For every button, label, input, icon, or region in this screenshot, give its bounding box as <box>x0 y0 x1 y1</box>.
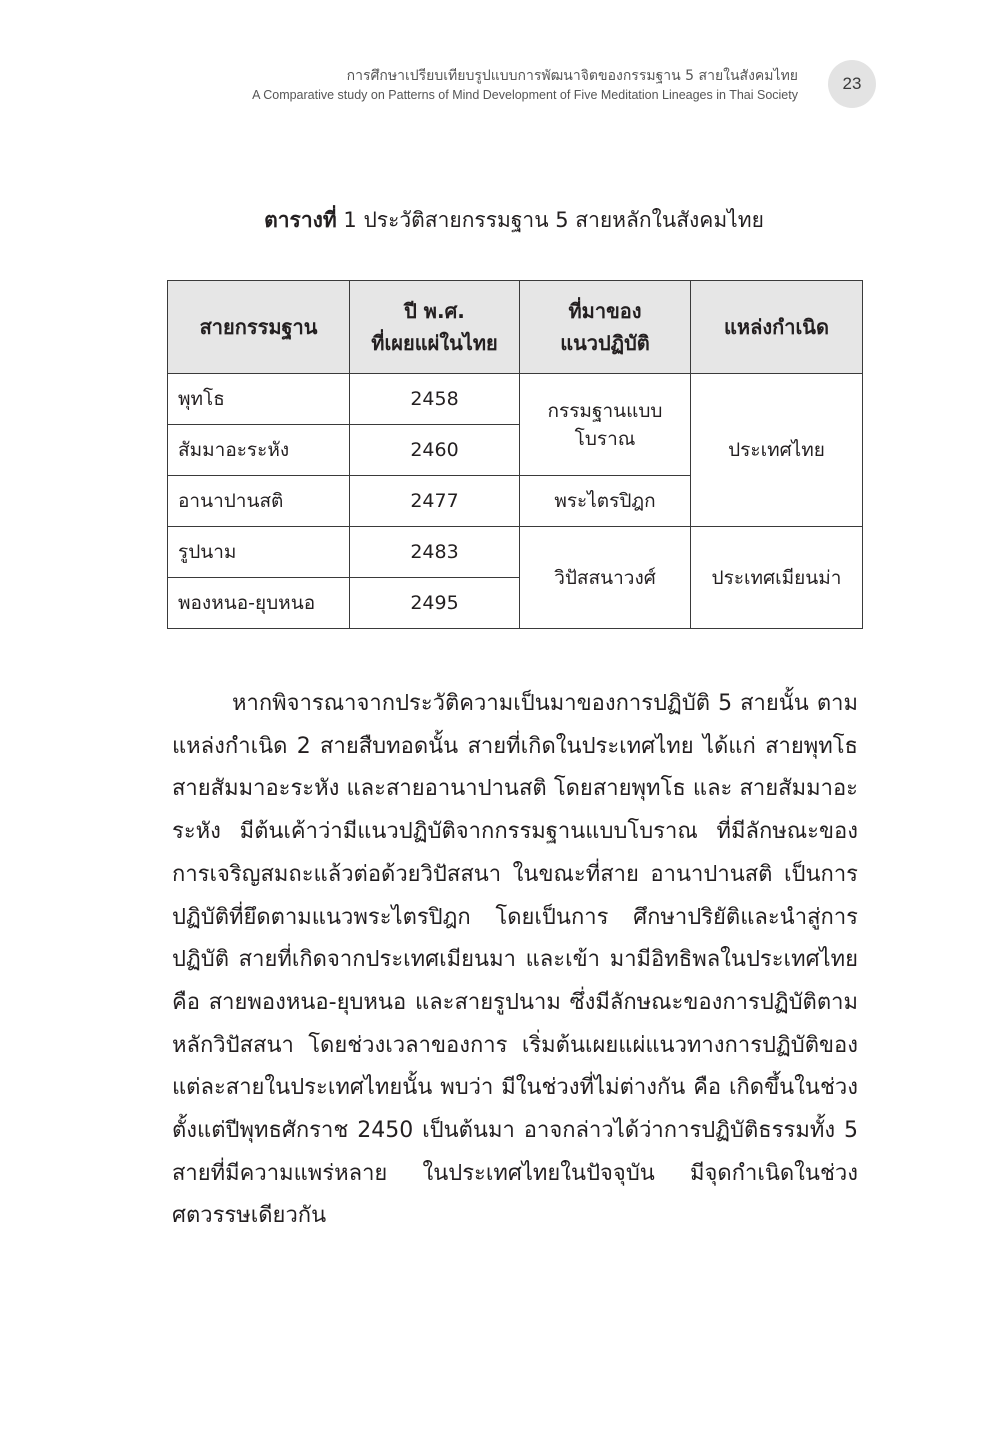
body-paragraph: หากพิจารณาจากประวัติความเป็นมาของการปฏิบัติ 5 สายนั้น ตามแหล่งกำเนิด 2 สายสืบทอดนั้น สายที่เกิดในประเทศไทย ได้แก่ สายพุทโธ สายสัมมาอะระหัง และสายอานาปานสติ โดยสายพุทโธ และ สายสัมมาอะระหัง มีต้นเค้าว่ามีแนวปฏิบัติจากกรรมฐานแบบโบราณ ที่มีลักษณะของการเจริญสมถะแล้วต่อด้วยวิปัสสนา ในขณะที่สาย อานาปานสติ เป็นการปฏิบัติที่ยึดตามแนวพระไตรปิฎก โดยเป็นการ ศึกษาปริยัติและนำสู่การปฏิบัติ สายที่เกิดจากประเทศเมียนมา และเข้า มามีอิทธิพลในประเทศไทย คือ สายพองหนอ-ยุบหนอ และสายรูปนาม ซึ่งมีลักษณะของการปฏิบัติตามหลักวิปัสสนา โดยช่วงเวลาของการ เริ่มต้นเผยแผ่แนวทางการปฏิบัติของแต่ละสายในประเทศไทยนั้น พบว่า มีในช่วงที่ไม่ต่างกัน คือ เกิดขึ้นในช่วงตั้งแต่ปีพุทธศักราช 2450 เป็นต้นมา อาจกล่าวได้ว่าการปฏิบัติธรรมทั้ง 5 สายที่มีความแพร่หลาย ในประเทศไทยในปัจจุบัน มีจุดกำเนิดในช่วงศตวรรษเดียวกัน <box>172 691 858 1229</box>
origin-cell-thailand: ประเทศไทย <box>691 374 863 527</box>
table-header-row <box>168 281 863 374</box>
column-header-lineage: สายกรรมฐาน <box>168 281 350 374</box>
lineage-cell: สัมมาอะระหัง <box>168 425 350 476</box>
year-cell: 2483 <box>350 527 520 578</box>
source-ancient-line1: กรรมฐานแบบ <box>547 399 663 422</box>
table-row <box>168 374 863 425</box>
column-header-source-line2: แนวปฏิบัติ <box>560 331 650 355</box>
source-cell-tipitaka: พระไตรปิฎก <box>520 476 691 527</box>
source-cell-ancient <box>520 374 691 476</box>
lineage-cell: อานาปานสติ <box>168 476 350 527</box>
column-header-source <box>520 281 691 374</box>
year-cell: 2477 <box>350 476 520 527</box>
column-header-year <box>350 281 520 374</box>
column-header-origin: แหล่งกำเนิด <box>691 281 863 374</box>
column-header-year-line2: ที่เผยแผ่ในไทย <box>371 331 498 355</box>
running-header-english-title: A Comparative study on Patterns of Mind Development of Five Meditation Lineages in Thai Society <box>252 88 798 102</box>
table-caption-text: ประวัติสายกรรมฐาน 5 สายหลักในสังคมไทย <box>363 208 764 232</box>
table-caption-number: 1 <box>343 208 357 232</box>
lineage-cell: พุทโธ <box>168 374 350 425</box>
column-header-year-line1: ปี พ.ศ. <box>404 299 465 323</box>
page-number-badge: 23 <box>828 60 876 108</box>
column-header-source-line1: ที่มาของ <box>568 299 642 323</box>
table-caption <box>0 204 1000 236</box>
table-row <box>168 527 863 578</box>
source-cell-vipassana: วิปัสสนาวงศ์ <box>520 527 691 629</box>
running-header-thai-title: การศึกษาเปรียบเทียบรูปแบบการพัฒนาจิตของกรรมฐาน 5 สายในสังคมไทย <box>346 68 798 84</box>
table-caption-label: ตารางที่ <box>264 208 337 232</box>
lineage-cell: พองหนอ-ยุบหนอ <box>168 578 350 629</box>
lineage-history-table <box>167 280 863 629</box>
running-header <box>252 66 798 104</box>
lineage-cell: รูปนาม <box>168 527 350 578</box>
year-cell: 2458 <box>350 374 520 425</box>
source-ancient-line2: โบราณ <box>574 427 636 450</box>
origin-cell-myanmar: ประเทศเมียนม่า <box>691 527 863 629</box>
year-cell: 2495 <box>350 578 520 629</box>
year-cell: 2460 <box>350 425 520 476</box>
